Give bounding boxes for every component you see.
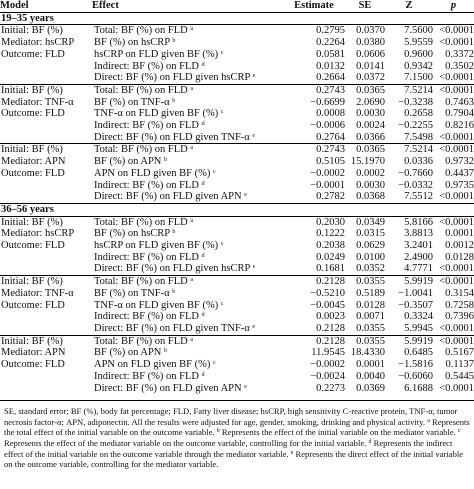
model-cell bbox=[0, 120, 92, 132]
effect-cell bbox=[92, 180, 283, 192]
p-cell: 0.8216 bbox=[445, 120, 474, 132]
model-cell: Mediator: APN bbox=[1, 156, 66, 168]
effect-footnote-marker: b bbox=[172, 288, 176, 295]
effect-cell bbox=[92, 228, 283, 240]
model-cell: Mediator: TNF-α bbox=[1, 287, 74, 299]
header-estimate: Estimate bbox=[294, 0, 334, 11]
effect-footnote-marker: a bbox=[190, 217, 194, 224]
se-cell: 0.0355 bbox=[345, 335, 385, 347]
estimate-cell: 0.2782 bbox=[316, 191, 345, 203]
z-cell: 0.3324 bbox=[404, 311, 433, 323]
notes-abbreviations: SE, standard error; BF (%), body fat percentage; FLD, Fatty liver disease; hsCRP, high sensitivity C-reactive protein, TNF-α, tumor necrosis factor-α; APN, adiponectin. All the results were adjusted for age, gender, smoking, drinking and physical activity. bbox=[4, 406, 458, 427]
p-cell: <0.0001 bbox=[439, 191, 474, 203]
effect-cell bbox=[92, 84, 283, 96]
p-cell: 0.1137 bbox=[445, 359, 474, 371]
effect-label: Total: BF (%) on FLD bbox=[94, 144, 188, 156]
z-cell: 7.5214 bbox=[385, 144, 433, 156]
effect-label: Indirect: BF (%) on FLD bbox=[94, 60, 199, 72]
effect-cell bbox=[92, 25, 283, 37]
z-cell: 3.2401 bbox=[404, 240, 433, 252]
effect-label: BF (%) on TNF-α bbox=[94, 96, 170, 108]
estimate-cell: 0.2743 bbox=[283, 144, 345, 156]
effect-footnote-marker: b bbox=[172, 38, 176, 45]
group-title: 19–35 years bbox=[1, 12, 54, 24]
effect-footnote-marker: c bbox=[213, 168, 216, 175]
z-cell: −1.5816 bbox=[398, 359, 433, 371]
model-cell: Initial: BF (%) bbox=[0, 335, 92, 347]
header-model: Model bbox=[0, 0, 29, 11]
p-cell: <0.0001 bbox=[439, 263, 474, 275]
estimate-cell: 0.2664 bbox=[316, 72, 345, 84]
table-row bbox=[0, 228, 474, 240]
effect-cell bbox=[92, 97, 283, 109]
note-marker-b: b bbox=[216, 428, 220, 435]
effect-footnote-marker: e bbox=[252, 264, 256, 271]
z-cell: 0.9600 bbox=[404, 48, 433, 60]
model-cell: Initial: BF (%) bbox=[0, 144, 92, 156]
z-cell: 0.6485 bbox=[404, 347, 433, 359]
note-a: Represents the total effect of the initial variable on the outcome variable. bbox=[4, 416, 470, 438]
effect-cell bbox=[92, 288, 283, 300]
effect-label: Indirect: BF (%) on FLD bbox=[94, 311, 199, 323]
se-cell: 0.0071 bbox=[356, 311, 385, 323]
se-cell: 0.0001 bbox=[356, 359, 385, 371]
table-row bbox=[0, 323, 474, 335]
effect-footnote-marker: c bbox=[213, 360, 216, 367]
header-z: Z bbox=[405, 0, 413, 11]
effect-footnote-marker: b bbox=[172, 97, 176, 104]
effect-cell bbox=[92, 263, 283, 275]
table-row bbox=[0, 180, 474, 192]
z-cell: 0.2658 bbox=[404, 108, 433, 120]
p-cell: 0.0001 bbox=[445, 228, 474, 240]
se-cell: 0.0141 bbox=[356, 60, 385, 72]
effect-cell bbox=[92, 300, 283, 312]
p-cell: 0.7258 bbox=[445, 299, 474, 311]
effect-label: Indirect: BF (%) on FLD bbox=[94, 251, 199, 263]
z-cell: 5.9945 bbox=[404, 322, 433, 334]
effect-cell bbox=[92, 240, 283, 252]
effect-cell bbox=[92, 144, 283, 156]
model-cell bbox=[0, 371, 92, 383]
z-cell: 0.9342 bbox=[404, 60, 433, 72]
estimate-cell: 0.1681 bbox=[316, 263, 345, 275]
estimate-cell: −0.0024 bbox=[310, 370, 345, 382]
p-cell: <0.0001 bbox=[433, 25, 474, 37]
effect-footnote-marker: a bbox=[190, 277, 194, 284]
se-cell: 0.0606 bbox=[356, 48, 385, 60]
effect-cell bbox=[92, 371, 283, 383]
effect-label: BF (%) on APN bbox=[94, 347, 162, 359]
effect-label: Total: BF (%) on FLD bbox=[94, 276, 188, 288]
note-b: Represents the effect of the initial variable on the mediator variable. bbox=[219, 427, 458, 438]
model-cell: Outcome: FLD bbox=[1, 359, 65, 371]
effect-footnote-marker: c bbox=[220, 241, 224, 248]
model-cell: Outcome: FLD bbox=[1, 299, 65, 311]
table-row bbox=[0, 359, 474, 371]
p-cell: <0.0001 bbox=[439, 72, 474, 84]
se-cell: 0.0040 bbox=[356, 370, 385, 382]
effect-cell bbox=[92, 132, 283, 144]
model-cell: Outcome: FLD bbox=[1, 240, 65, 252]
model-cell bbox=[0, 383, 92, 395]
table-row bbox=[0, 347, 474, 359]
model-cell: Outcome: FLD bbox=[1, 167, 65, 179]
p-cell: <0.0001 bbox=[439, 382, 474, 394]
model-cell: Mediator: hsCRP bbox=[1, 228, 75, 240]
z-cell: 7.5214 bbox=[385, 84, 433, 96]
z-cell: 6.1688 bbox=[404, 382, 433, 394]
effect-label: Total: BF (%) on FLD bbox=[94, 84, 188, 96]
estimate-cell: 0.2743 bbox=[283, 84, 345, 96]
estimate-cell: 0.0132 bbox=[316, 60, 345, 72]
header-row bbox=[0, 0, 474, 12]
estimate-cell: −0.0002 bbox=[310, 167, 345, 179]
model-cell bbox=[0, 311, 92, 323]
effect-footnote-marker: b bbox=[172, 229, 176, 236]
effect-cell bbox=[92, 323, 283, 335]
effect-footnote-marker: d bbox=[201, 121, 205, 128]
model-cell: Initial: BF (%) bbox=[0, 216, 92, 228]
table-row bbox=[0, 335, 474, 347]
effect-footnote-marker: d bbox=[201, 61, 205, 68]
model-cell bbox=[0, 61, 92, 73]
z-cell: 5.9559 bbox=[404, 37, 433, 49]
p-cell: <0.0001 bbox=[433, 84, 474, 96]
effect-label: hsCRP on FLD given BF (%) bbox=[94, 240, 219, 252]
estimate-cell: 0.2128 bbox=[316, 322, 345, 334]
effect-label: BF (%) on hsCRP bbox=[94, 228, 170, 240]
effect-label: TNF-α on FLD given BF (%) bbox=[94, 299, 219, 311]
se-cell: 0.0315 bbox=[356, 228, 385, 240]
effect-label: Direct: BF (%) on FLD given TNF-α bbox=[94, 131, 250, 143]
se-cell: 0.0369 bbox=[356, 382, 385, 394]
estimate-cell: −0.0006 bbox=[310, 120, 345, 132]
effect-label: BF (%) on APN bbox=[94, 156, 162, 168]
p-cell: 0.9735 bbox=[445, 179, 474, 191]
effect-label: Direct: BF (%) on FLD given hsCRP bbox=[94, 72, 250, 84]
z-cell: −0.2255 bbox=[398, 120, 433, 132]
se-cell: 0.0372 bbox=[356, 72, 385, 84]
effect-label: Indirect: BF (%) on FLD bbox=[94, 120, 199, 132]
table-row bbox=[0, 371, 474, 383]
table-row bbox=[0, 132, 474, 144]
model-cell bbox=[0, 180, 92, 192]
z-cell: −0.3507 bbox=[398, 299, 433, 311]
model-cell: Initial: BF (%) bbox=[0, 276, 92, 288]
p-cell: 0.3502 bbox=[445, 60, 474, 72]
effect-footnote-marker: c bbox=[220, 300, 224, 307]
effect-footnote-marker: e bbox=[252, 323, 256, 330]
table-row bbox=[0, 288, 474, 300]
table-row bbox=[0, 300, 474, 312]
table-notes bbox=[0, 400, 474, 470]
effect-label: Direct: BF (%) on FLD given APN bbox=[94, 382, 242, 394]
model-cell: Mediator: hsCRP bbox=[1, 37, 75, 49]
z-cell: 5.9919 bbox=[385, 335, 433, 347]
model-cell bbox=[0, 323, 92, 335]
effect-footnote-marker: d bbox=[201, 371, 205, 378]
estimate-cell: 0.0008 bbox=[316, 108, 345, 120]
effect-footnote-marker: e bbox=[252, 73, 256, 80]
effect-label: Indirect: BF (%) on FLD bbox=[94, 370, 199, 382]
effect-footnote-marker: d bbox=[201, 252, 205, 259]
effect-cell bbox=[92, 216, 283, 228]
table-row bbox=[0, 37, 474, 49]
note-marker-a: a bbox=[427, 417, 430, 424]
table-row bbox=[0, 72, 474, 84]
z-cell: 7.5512 bbox=[404, 191, 433, 203]
effect-footnote-marker: c bbox=[220, 49, 224, 56]
table-row bbox=[0, 25, 474, 37]
se-cell: 0.0352 bbox=[356, 263, 385, 275]
table-row bbox=[0, 108, 474, 120]
table-row bbox=[0, 216, 474, 228]
z-cell: −1.0041 bbox=[398, 287, 433, 299]
z-cell: 3.8813 bbox=[404, 228, 433, 240]
effect-footnote-marker: b bbox=[164, 348, 168, 355]
effect-label: Direct: BF (%) on FLD given APN bbox=[94, 191, 242, 203]
effect-footnote-marker: e bbox=[252, 132, 256, 139]
group-title-row bbox=[0, 12, 474, 25]
effect-footnote-marker: e bbox=[244, 383, 247, 390]
table-row bbox=[0, 61, 474, 73]
estimate-cell: −0.0001 bbox=[310, 179, 345, 191]
p-cell: 0.5445 bbox=[445, 370, 474, 382]
p-cell: 0.7904 bbox=[445, 108, 474, 120]
effect-cell bbox=[92, 168, 283, 180]
model-cell: Initial: BF (%) bbox=[0, 84, 92, 96]
estimate-cell: 0.2038 bbox=[316, 240, 345, 252]
z-cell: 5.8166 bbox=[385, 216, 433, 228]
z-cell: 7.5498 bbox=[404, 131, 433, 143]
table-row bbox=[0, 263, 474, 275]
note-marker-e: e bbox=[290, 449, 294, 456]
p-cell: <0.0001 bbox=[439, 322, 474, 334]
effect-cell bbox=[92, 156, 283, 168]
effect-label: Total: BF (%) on FLD bbox=[94, 25, 188, 37]
p-cell: 0.0012 bbox=[445, 240, 474, 252]
table-row bbox=[0, 276, 474, 288]
model-cell: Outcome: FLD bbox=[1, 108, 65, 120]
estimate-cell: −0.6699 bbox=[310, 96, 345, 108]
se-cell: 0.0366 bbox=[356, 131, 385, 143]
p-cell: <0.0001 bbox=[433, 276, 474, 288]
table-row bbox=[0, 97, 474, 109]
model-cell: Initial: BF (%) bbox=[0, 25, 92, 37]
effect-cell bbox=[92, 347, 283, 359]
estimate-cell: −0.5210 bbox=[310, 287, 345, 299]
z-cell: −0.6060 bbox=[398, 370, 433, 382]
estimate-cell: 0.0023 bbox=[316, 311, 345, 323]
model-cell bbox=[0, 72, 92, 84]
z-cell: 0.0336 bbox=[404, 156, 433, 168]
p-cell: <0.0001 bbox=[433, 216, 474, 228]
effect-label: hsCRP on FLD given BF (%) bbox=[94, 48, 219, 60]
effect-cell bbox=[92, 108, 283, 120]
se-cell: 0.0128 bbox=[356, 299, 385, 311]
se-cell: 0.0355 bbox=[356, 322, 385, 334]
effect-label: Direct: BF (%) on FLD given TNF-α bbox=[94, 322, 250, 334]
z-cell: 4.7771 bbox=[404, 263, 433, 275]
note-marker-d: d bbox=[368, 438, 372, 445]
effect-label: TNF-α on FLD given BF (%) bbox=[94, 108, 219, 120]
estimate-cell: 0.2030 bbox=[283, 216, 345, 228]
z-cell: 5.9919 bbox=[385, 276, 433, 288]
p-cell: 0.7396 bbox=[445, 311, 474, 323]
p-cell: <0.0001 bbox=[433, 144, 474, 156]
group-title-row bbox=[0, 203, 474, 216]
se-cell: 0.0365 bbox=[345, 144, 385, 156]
effect-label: Direct: BF (%) on FLD given hsCRP bbox=[94, 263, 250, 275]
note-e: Represents the direct effect of the initial variable on the outcome variable, controlling for the mediator variable. bbox=[4, 448, 464, 470]
table-row bbox=[0, 311, 474, 323]
z-cell: −0.0332 bbox=[398, 179, 433, 191]
header-se: SE bbox=[358, 0, 372, 11]
z-cell: −0.3238 bbox=[398, 96, 433, 108]
model-cell bbox=[0, 252, 92, 264]
model-cell bbox=[0, 132, 92, 144]
se-cell: 0.0370 bbox=[345, 25, 385, 37]
se-cell: 0.5189 bbox=[356, 287, 385, 299]
effect-footnote-marker: a bbox=[190, 336, 194, 343]
effect-label: APN on FLD given BF (%) bbox=[94, 167, 211, 179]
p-cell: 0.5167 bbox=[445, 347, 474, 359]
table-row bbox=[0, 191, 474, 203]
se-cell: 18.4330 bbox=[350, 347, 385, 359]
p-cell: 0.7463 bbox=[445, 96, 474, 108]
table-row bbox=[0, 168, 474, 180]
z-cell: 7.1500 bbox=[404, 72, 433, 84]
z-cell: −0.7660 bbox=[398, 167, 433, 179]
se-cell: 0.0030 bbox=[356, 179, 385, 191]
se-cell: 0.0368 bbox=[356, 191, 385, 203]
effect-label: Total: BF (%) on FLD bbox=[94, 335, 188, 347]
table-row bbox=[0, 84, 474, 96]
table-row bbox=[0, 49, 474, 61]
effect-footnote-marker: a bbox=[190, 145, 194, 152]
estimate-cell: −0.0045 bbox=[310, 299, 345, 311]
effect-footnote-marker: a bbox=[190, 85, 194, 92]
effect-footnote-marker: b bbox=[164, 157, 168, 164]
effect-cell bbox=[92, 311, 283, 323]
z-cell: 2.4900 bbox=[404, 251, 433, 263]
effect-cell bbox=[92, 61, 283, 73]
effect-label: BF (%) on TNF-α bbox=[94, 287, 170, 299]
table-row bbox=[0, 252, 474, 264]
se-cell: 0.0024 bbox=[356, 120, 385, 132]
effect-cell bbox=[92, 49, 283, 61]
estimate-cell: 0.5105 bbox=[316, 156, 345, 168]
p-cell: 0.0128 bbox=[445, 251, 474, 263]
estimate-cell: 0.2128 bbox=[283, 335, 345, 347]
note-marker-c: c bbox=[457, 428, 461, 435]
se-cell: 0.0380 bbox=[356, 37, 385, 49]
se-cell: 2.0690 bbox=[356, 96, 385, 108]
model-cell bbox=[0, 191, 92, 203]
se-cell: 0.0629 bbox=[356, 240, 385, 252]
effect-cell bbox=[92, 383, 283, 395]
se-cell: 0.0030 bbox=[356, 108, 385, 120]
estimate-cell: 0.2128 bbox=[283, 276, 345, 288]
effect-footnote-marker: d bbox=[201, 312, 205, 319]
table-row bbox=[0, 240, 474, 252]
estimate-cell: 0.2764 bbox=[316, 131, 345, 143]
effect-footnote-marker: e bbox=[244, 192, 247, 199]
effect-cell bbox=[92, 37, 283, 49]
effect-label: Indirect: BF (%) on FLD bbox=[94, 179, 199, 191]
table-row bbox=[0, 383, 474, 395]
p-cell: 0.3154 bbox=[445, 287, 474, 299]
effect-cell bbox=[92, 72, 283, 84]
p-cell: <0.0001 bbox=[433, 335, 474, 347]
se-cell: 0.0100 bbox=[356, 251, 385, 263]
effect-cell bbox=[92, 335, 283, 347]
note-d: Represents the indirect effect of the initial variable on the outcome variable through the mediator variable. bbox=[4, 437, 453, 459]
estimate-cell: 0.2273 bbox=[316, 382, 345, 394]
se-cell: 15.1970 bbox=[350, 156, 385, 168]
effect-cell bbox=[92, 276, 283, 288]
effect-footnote-marker: d bbox=[201, 180, 205, 187]
z-cell: 7.5600 bbox=[385, 25, 433, 37]
table-row bbox=[0, 144, 474, 156]
table-body bbox=[0, 12, 474, 394]
effect-footnote-marker: a bbox=[190, 26, 194, 33]
table-row bbox=[0, 120, 474, 132]
note-c: Represents the effect of the mediator variable on the outcome variable, controlling for the initial variable. bbox=[4, 437, 369, 448]
effect-cell bbox=[92, 120, 283, 132]
estimate-cell: 0.0581 bbox=[316, 48, 345, 60]
model-cell: Mediator: APN bbox=[1, 347, 66, 359]
p-cell: 0.3372 bbox=[445, 48, 474, 60]
model-cell: Outcome: FLD bbox=[1, 48, 65, 60]
estimate-cell: 0.0249 bbox=[316, 251, 345, 263]
estimate-cell: 0.1222 bbox=[316, 228, 345, 240]
se-cell: 0.0002 bbox=[356, 167, 385, 179]
model-cell bbox=[0, 263, 92, 275]
effect-cell bbox=[92, 191, 283, 203]
estimate-cell: −0.0002 bbox=[310, 359, 345, 371]
estimate-cell: 11.9545 bbox=[311, 347, 345, 359]
effect-label: BF (%) on hsCRP bbox=[94, 37, 170, 49]
p-cell: 0.4437 bbox=[445, 167, 474, 179]
effect-label: APN on FLD given BF (%) bbox=[94, 359, 211, 371]
header-effect: Effect bbox=[92, 0, 119, 11]
group-title: 36–56 years bbox=[0, 203, 474, 216]
se-cell: 0.0365 bbox=[345, 84, 385, 96]
table-row bbox=[0, 156, 474, 168]
se-cell: 0.0349 bbox=[345, 216, 385, 228]
se-cell: 0.0355 bbox=[345, 276, 385, 288]
p-cell: 0.9732 bbox=[445, 156, 474, 168]
effect-cell bbox=[92, 359, 283, 371]
header-p: p bbox=[450, 0, 457, 11]
effect-cell bbox=[92, 252, 283, 264]
effect-label: Total: BF (%) on FLD bbox=[94, 216, 188, 228]
estimate-cell: 0.2795 bbox=[283, 25, 345, 37]
effect-footnote-marker: c bbox=[220, 109, 224, 116]
p-cell: <0.0001 bbox=[439, 37, 474, 49]
p-cell: <0.0001 bbox=[439, 131, 474, 143]
model-cell: Mediator: TNF-α bbox=[1, 96, 74, 108]
estimate-cell: 0.2264 bbox=[316, 37, 345, 49]
